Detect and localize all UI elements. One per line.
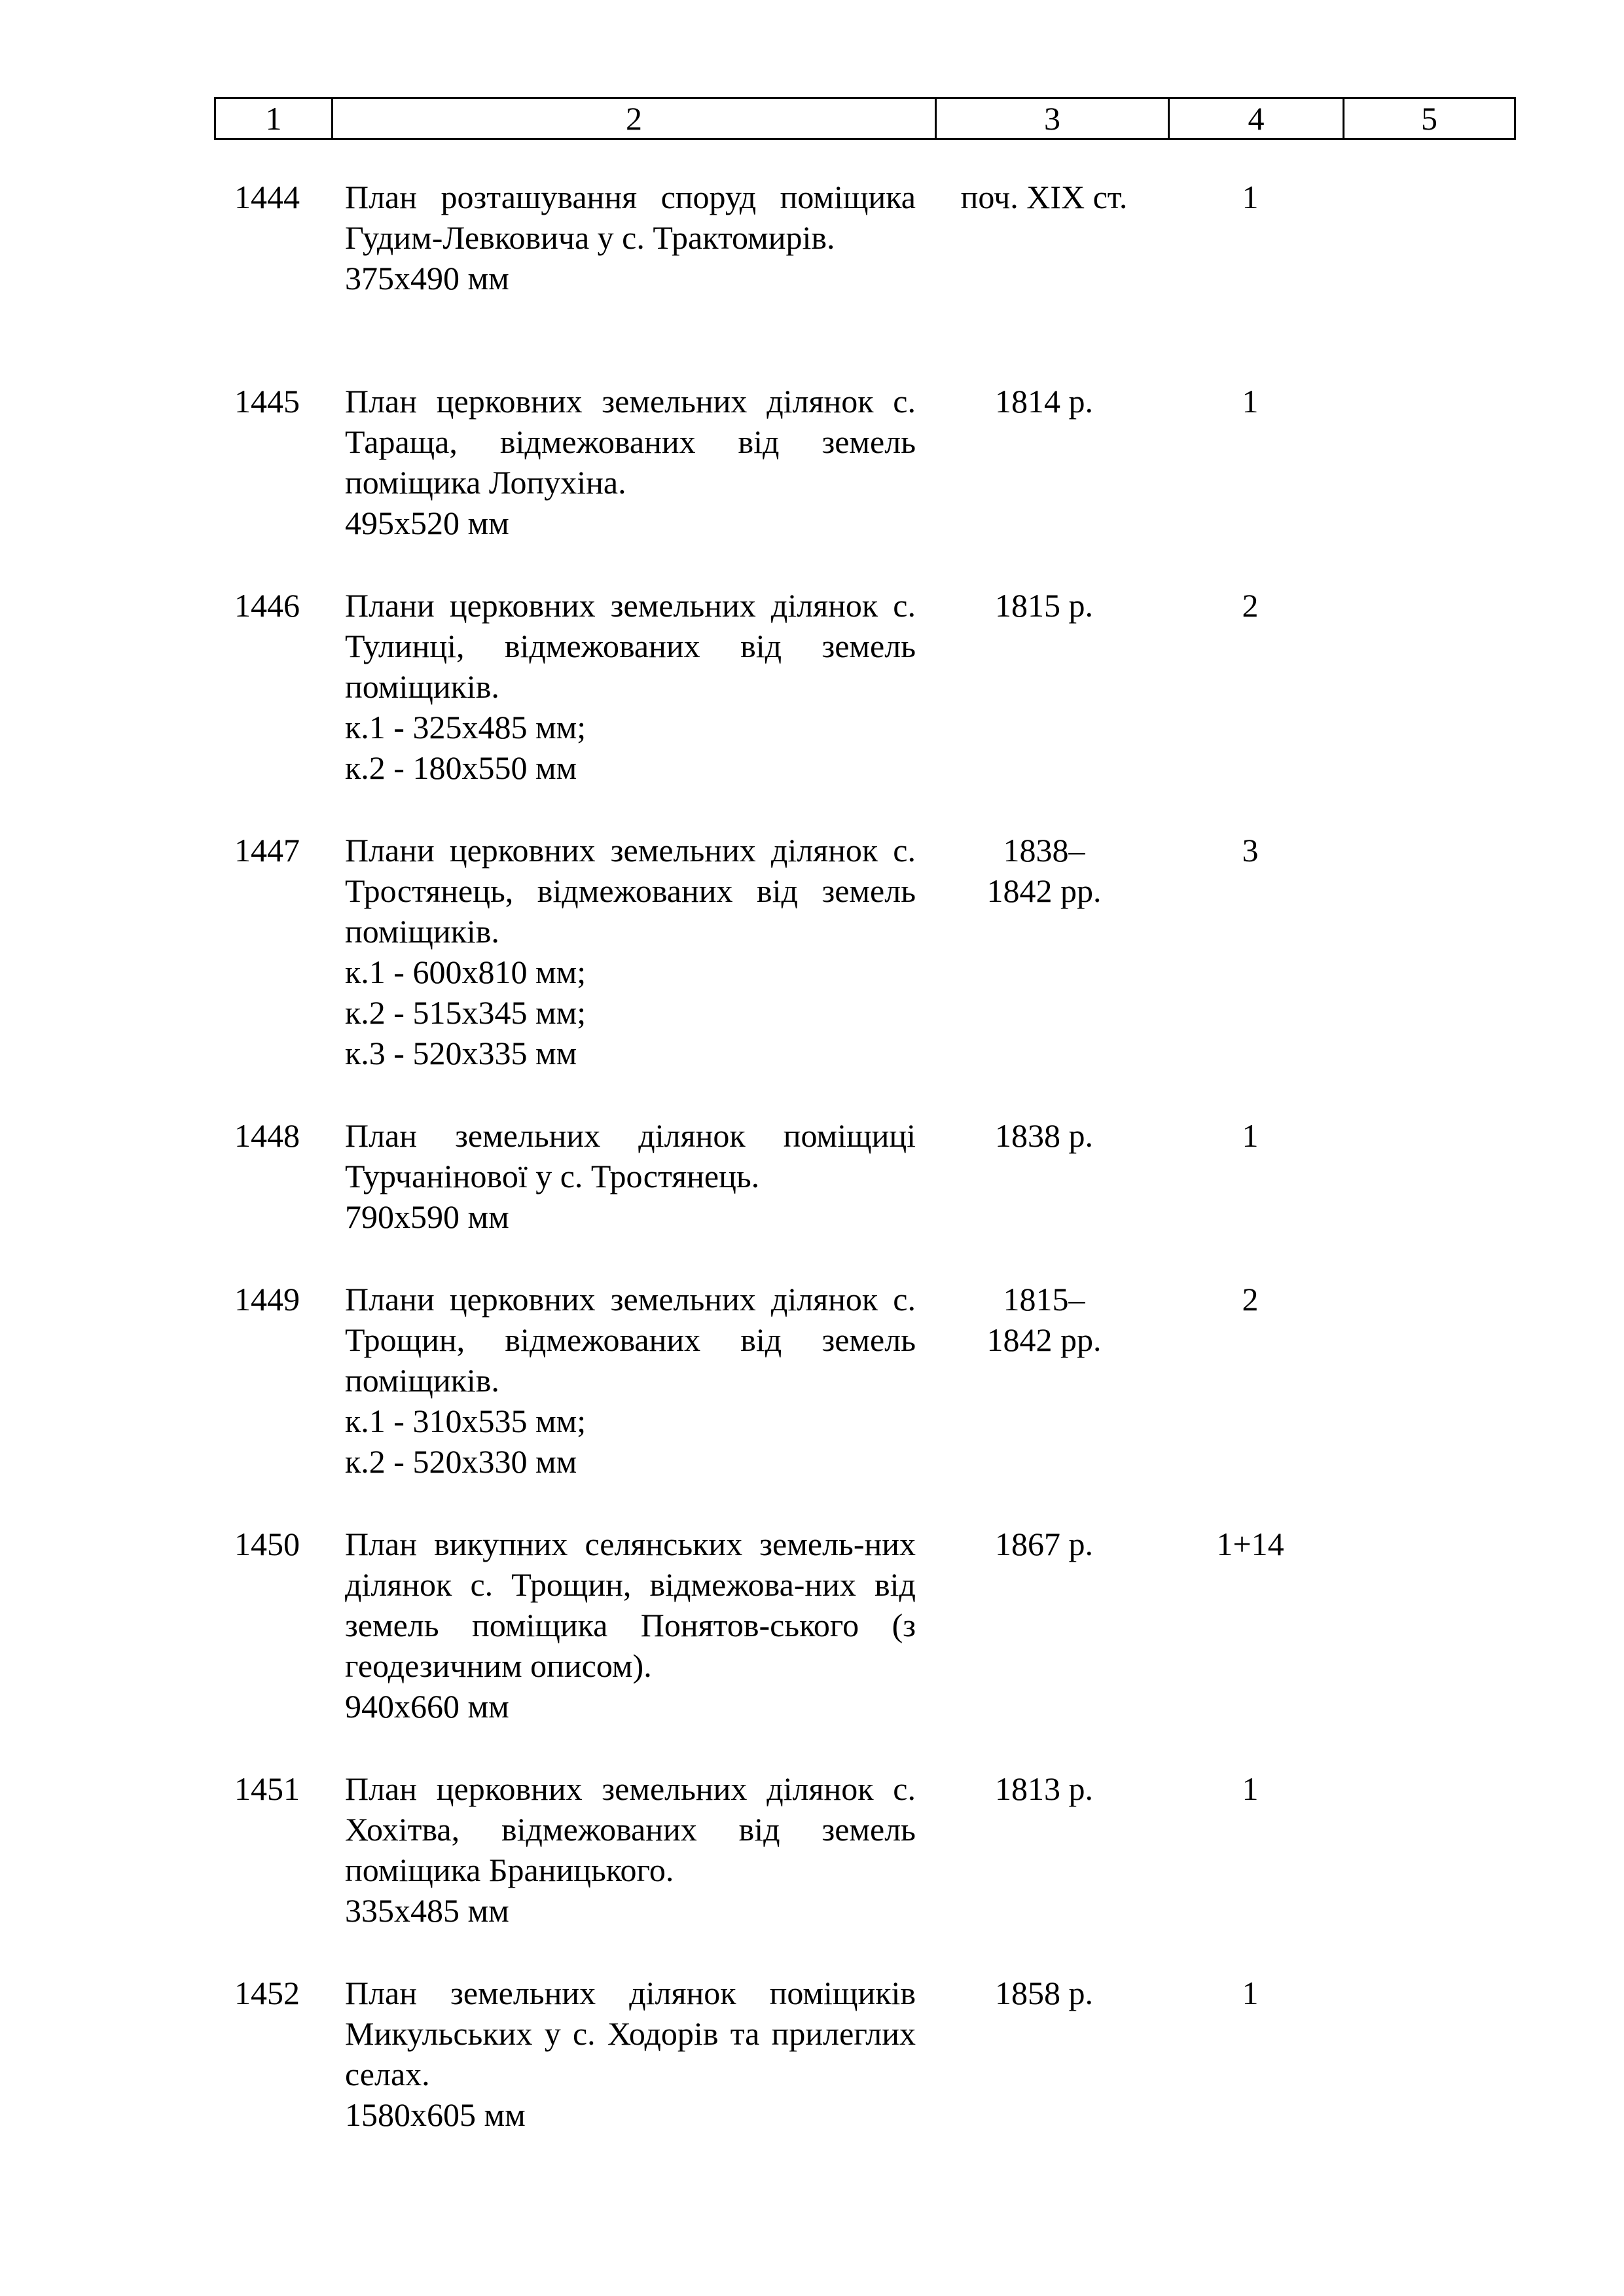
entry-date-line: поч. XIX ст. — [960, 179, 1128, 215]
entry-date — [933, 381, 1155, 422]
entry-number: 1447 — [234, 832, 300, 869]
list-item — [0, 1115, 1624, 1279]
entry-number: 1450 — [234, 1526, 300, 1562]
entry-date — [933, 177, 1155, 217]
list-item — [0, 1524, 1624, 1768]
entry-count: 2 — [1242, 587, 1259, 624]
list-item — [0, 1768, 1624, 1973]
entry-description: План земельних ділянок поміщиків Микульських у с. Ходорів та прилеглих селах. — [345, 1975, 916, 2092]
entry-size: 375x490 мм — [345, 260, 509, 296]
entry-description-block — [345, 1524, 916, 1727]
list-item — [0, 1973, 1624, 2177]
entry-size: 1580x605 мм — [345, 2096, 526, 2133]
entry-description: Плани церковних земельних ділянок с. Тростянець, відмежованих від земель поміщиків. — [345, 832, 916, 950]
entry-date — [933, 830, 1155, 911]
entry-size: к.2 - 515x345 мм; — [345, 994, 586, 1031]
entry-description-block — [345, 381, 916, 543]
entry-date-line: 1842 рр. — [986, 1321, 1102, 1358]
entry-description: План розташування споруд поміщика Гудим-Левковича у с. Трактомирів. — [345, 179, 916, 256]
entry-date-line: 1815– — [1003, 1281, 1085, 1318]
entry-number: 1445 — [234, 383, 300, 420]
entry-size: к.2 - 520x330 мм — [345, 1443, 577, 1480]
entry-count: 3 — [1242, 832, 1259, 869]
entries-list — [0, 177, 1624, 2177]
entry-count: 1 — [1242, 179, 1259, 215]
entry-date-line: 1838– — [1003, 832, 1085, 869]
entry-date-line: 1858 р. — [995, 1975, 1093, 2011]
entry-count: 2 — [1242, 1281, 1259, 1318]
entry-date — [933, 1115, 1155, 1156]
entry-date — [933, 1973, 1155, 2013]
entry-description: План церковних земельних ділянок с. Хохітва, відмежованих від земель поміщика Браницького. — [345, 1770, 916, 1888]
entry-size: 495x520 мм — [345, 505, 509, 541]
entry-description: План викупних селянських земель-них ділянок с. Трощин, відмежова-них від земель поміщика Понятов-ського (з геодезичним описом). — [345, 1526, 916, 1684]
entry-description: План церковних земельних ділянок с. Тараща, відмежованих від земель поміщика Лопухіна. — [345, 383, 916, 501]
column-header-1: 1 — [215, 98, 333, 139]
column-header-5: 5 — [1344, 98, 1515, 139]
entry-size: 940x660 мм — [345, 1688, 509, 1725]
entry-date — [933, 1279, 1155, 1360]
entry-number: 1448 — [234, 1117, 300, 1154]
entry-number: 1449 — [234, 1281, 300, 1318]
list-item — [0, 830, 1624, 1115]
entry-description-block — [345, 177, 916, 298]
entry-date — [933, 1524, 1155, 1564]
entry-number: 1446 — [234, 587, 300, 624]
entry-date-line: 1813 р. — [995, 1770, 1093, 1807]
entry-description: Плани церковних земельних ділянок с. Трощин, відмежованих від земель поміщиків. — [345, 1281, 916, 1399]
entry-description-block — [345, 1115, 916, 1237]
entry-size: 790x590 мм — [345, 1198, 509, 1235]
column-header-4: 4 — [1169, 98, 1344, 139]
entry-number: 1451 — [234, 1770, 300, 1807]
entry-description-block — [345, 585, 916, 788]
entry-date — [933, 585, 1155, 626]
list-item — [0, 585, 1624, 830]
entry-date-line: 1838 р. — [995, 1117, 1093, 1154]
entry-size: к.1 - 310x535 мм; — [345, 1403, 586, 1439]
entry-description-block — [345, 1973, 916, 2135]
list-item — [0, 1279, 1624, 1524]
column-header-3: 3 — [936, 98, 1169, 139]
entry-description-block — [345, 830, 916, 1073]
entry-date-line: 1842 рр. — [986, 872, 1102, 909]
entry-description-block — [345, 1279, 916, 1482]
entry-date-line: 1815 р. — [995, 587, 1093, 624]
entry-date — [933, 1768, 1155, 1809]
entry-size: к.2 - 180x550 мм — [345, 749, 577, 786]
entry-count: 1 — [1242, 1117, 1259, 1154]
column-header-row — [215, 98, 1515, 139]
entry-description-block — [345, 1768, 916, 1931]
entry-count: 1 — [1242, 1975, 1259, 2011]
entry-date-line: 1814 р. — [995, 383, 1093, 420]
entry-date-line: 1867 р. — [995, 1526, 1093, 1562]
entry-size: к.3 - 520x335 мм — [345, 1035, 577, 1071]
entry-count: 1 — [1242, 1770, 1259, 1807]
entry-number: 1452 — [234, 1975, 300, 2011]
entry-description: Плани церковних земельних ділянок с. Тулинці, відмежованих від земель поміщиків. — [345, 587, 916, 705]
entry-number: 1444 — [234, 179, 300, 215]
column-header-table — [214, 97, 1516, 140]
entry-size: к.1 - 600x810 мм; — [345, 954, 586, 990]
list-item — [0, 177, 1624, 381]
column-header-2: 2 — [333, 98, 936, 139]
list-item — [0, 381, 1624, 585]
entry-size: 335x485 мм — [345, 1892, 509, 1929]
entry-size: к.1 - 325x485 мм; — [345, 709, 586, 745]
entry-count: 1 — [1242, 383, 1259, 420]
entry-description: План земельних ділянок поміщиці Турчанінової у с. Тростянець. — [345, 1117, 916, 1194]
entry-count: 1+14 — [1216, 1526, 1284, 1562]
